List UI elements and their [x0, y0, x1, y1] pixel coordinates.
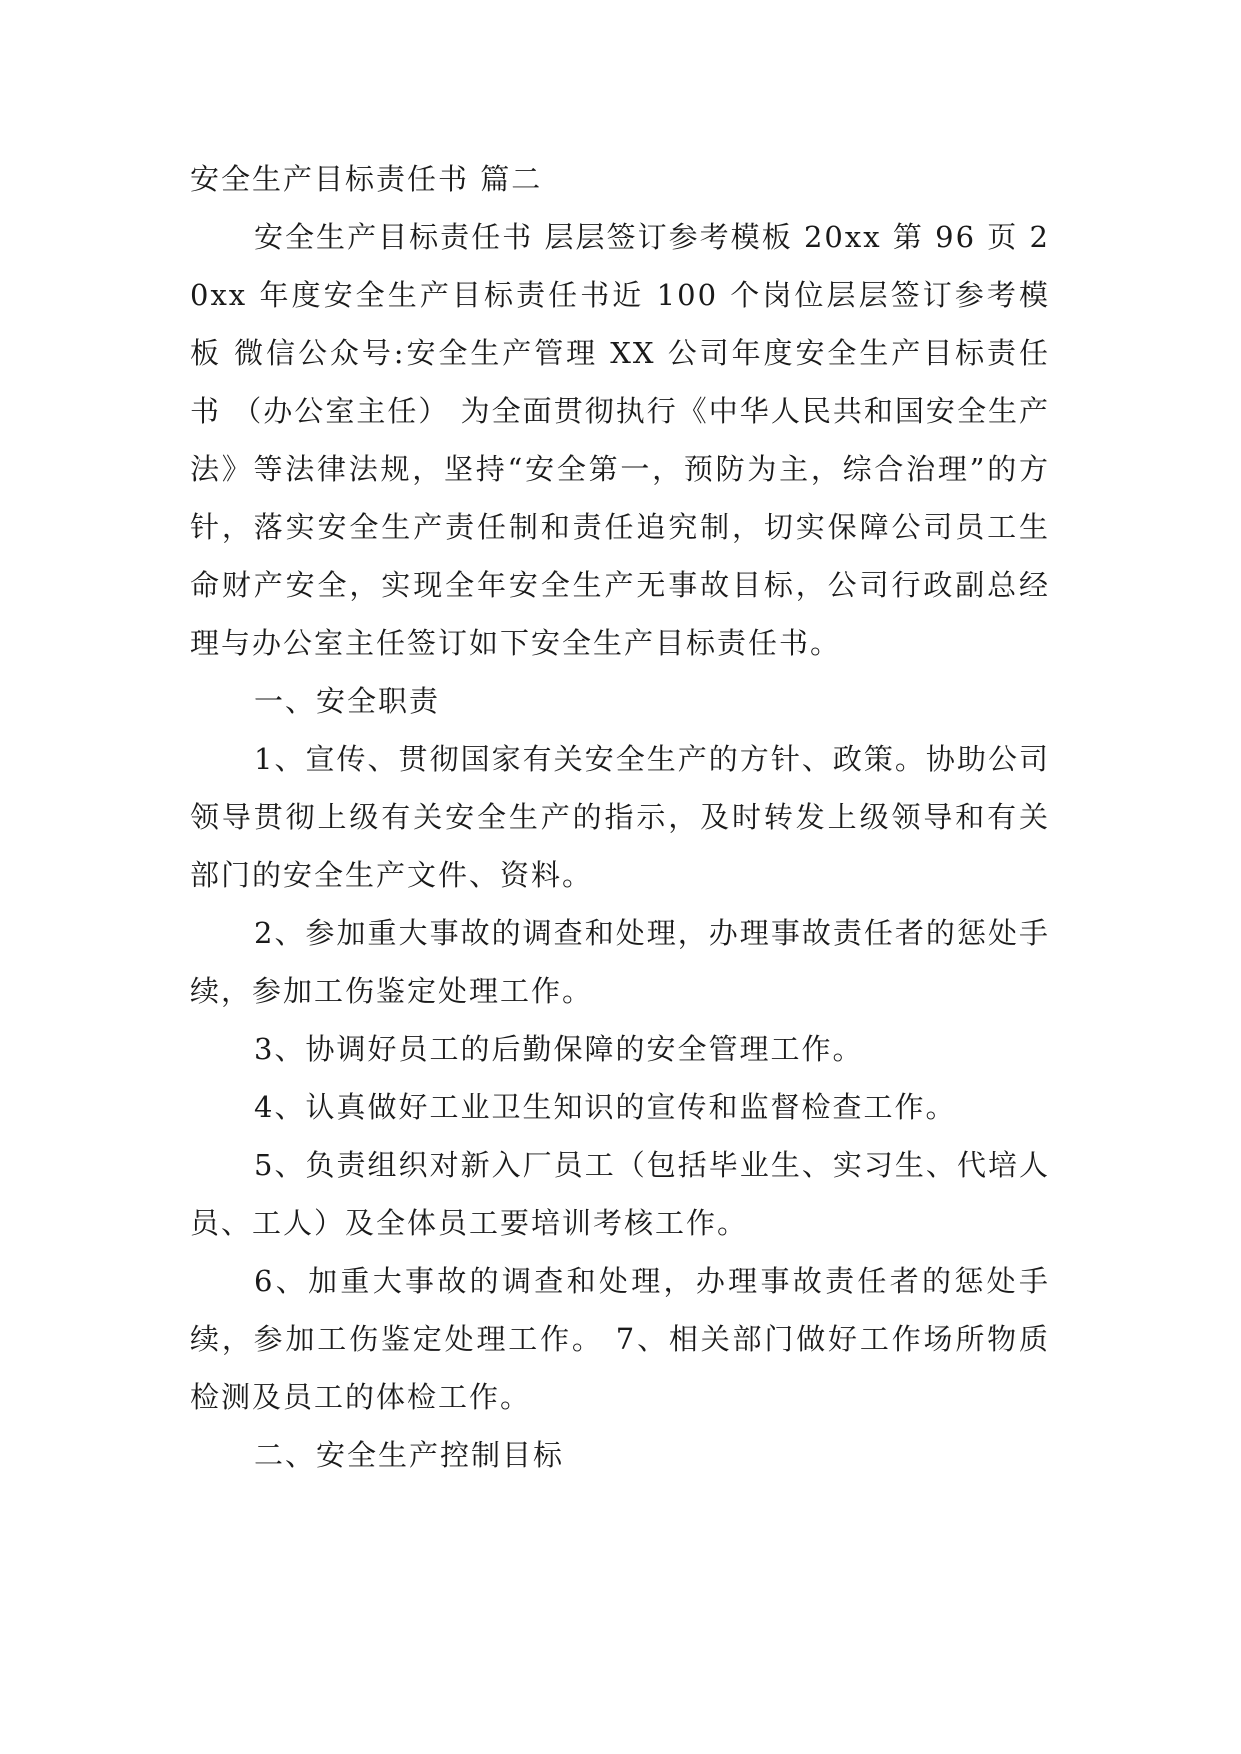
duty-item-4: 4、认真做好工业卫生知识的宣传和监督检查工作。 — [254, 1090, 957, 1124]
duty-item-2: 2、参加重大事故的调查和处理，办理事故责任者的惩处手续，参加工伤鉴定处理工作。 — [190, 916, 1050, 1008]
duty-item-1: 1、宣传、贯彻国家有关安全生产的方针、政策。协助公司领导贯彻上级有关安全生产的指示，及时转发上级领导和有关部门的安全生产文件、资料。 — [190, 742, 1050, 892]
duty-item-3: 3、协调好员工的后勤保障的安全管理工作。 — [254, 1032, 864, 1066]
document-title: 安全生产目标责任书 篇二 — [190, 162, 543, 196]
intro-paragraph: 安全生产目标责任书 层层签订参考模板 20xx 第 96 页 20xx 年度安全生产目标责任书近 100 个岗位层层签订参考模板 微信公众号:安全生产管理 XX 公司年度安全生产目标责任书 （办公室主任） 为全面贯彻执行《中华人民共和国安全生产法》等法律法规，坚持“安全第一，预防为主，综合治理”的方针，落实安全生产责任制和责任追究制，切实保障公司员工生命财产安全，实现全年安全生产无事故目标，公司行政副总经理与办公室主任签订如下安全生产目标责任书。 — [190, 220, 1050, 660]
duty-item-6-7: 6、加重大事故的调查和处理，办理事故责任者的惩处手续，参加工伤鉴定处理工作。 7、相关部门做好工作场所物质检测及员工的体检工作。 — [190, 1264, 1050, 1414]
section-heading-safety-duties: 一、安全职责 — [254, 684, 441, 718]
duty-item-5: 5、负责组织对新入厂员工（包括毕业生、实习生、代培人员、工人）及全体员工要培训考核工作。 — [190, 1148, 1050, 1240]
document-body — [190, 150, 1050, 1484]
section-heading-control-targets: 二、安全生产控制目标 — [254, 1438, 565, 1472]
